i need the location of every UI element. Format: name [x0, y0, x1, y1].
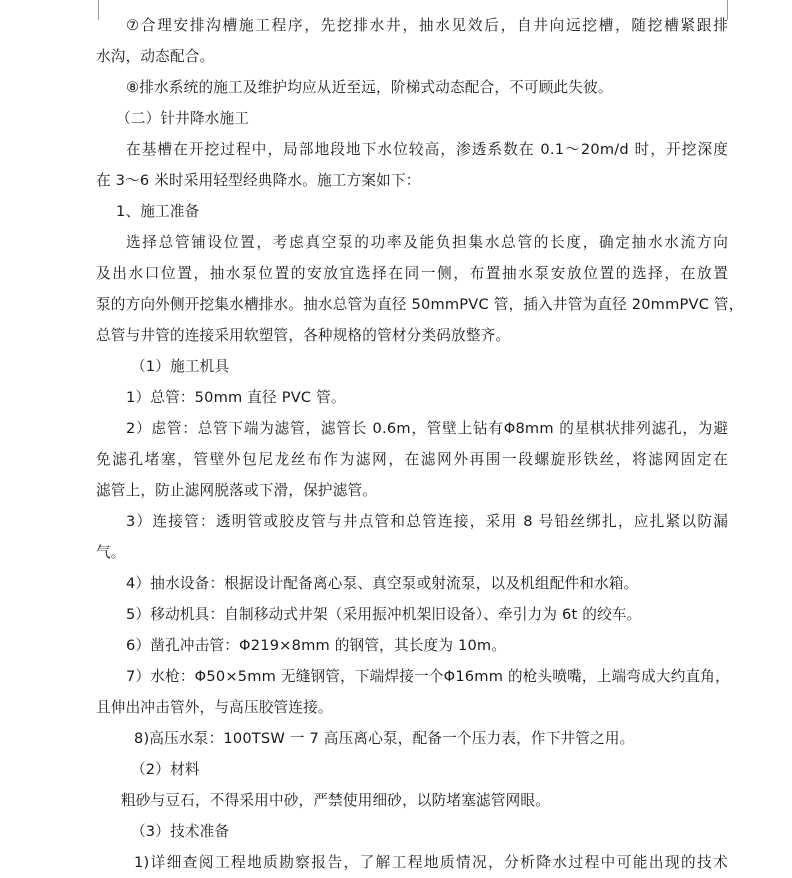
text-line: 5）移动机具：自制移动式井架（采用振冲机架旧设备）、牵引力为 6t 的绞车。: [126, 606, 642, 623]
text-line: 在 3～6 米时采用轻型经典降水。施工方案如下：: [96, 172, 421, 189]
text-line: （1）施工机具: [131, 358, 230, 375]
text-line: 1)详细查阅工程地质勘察报告，了解工程地质情况，分析降水过程中可能出现的技术: [134, 854, 728, 871]
text-line: ⑧排水系统的施工及维护均应从近至远，阶梯式动态配合，不可顾此失彼。: [126, 79, 613, 96]
text-line: 总管与井管的连接采用软塑管，各种规格的管材分类码放整齐。: [96, 327, 511, 344]
text-line: 及出水口位置，抽水泵位置的安放宜选择在同一侧，布置抽水泵安放位置的选择，在放置: [96, 265, 728, 282]
text-line: 1、施工准备: [116, 203, 200, 220]
text-line: 3）连接管：透明管或胶皮管与井点管和总管连接，采用 8 号铅丝绑扎，应扎紧以防漏: [126, 513, 728, 530]
text-line: （二）针井降水施工: [116, 110, 250, 127]
text-line: 且伸出冲击管外，与高压胶管连接。: [96, 699, 333, 716]
text-line: 4）抽水设备：根据设计配备离心泵、真空泵或射流泵，以及机组配件和水箱。: [126, 575, 639, 592]
text-line: 选择总管铺设位置，考虑真空泵的功率及能负担集水总管的长度，确定抽水水流方向: [126, 234, 728, 251]
text-line: 气。: [96, 544, 126, 561]
text-line: ⑦合理安排沟槽施工程序，先挖排水井，抽水见效后，自井向远挖槽，随挖槽紧跟排: [126, 17, 728, 34]
text-line: 8)高压水泵：100TSW 一 7 高压离心泵，配备一个压力表，作下井管之用。: [134, 730, 635, 747]
document-body: [96, 10, 744, 878]
text-line: 免滤孔堵塞，管壁外包尼龙丝布作为滤网，在滤网外再围一段螺旋形铁丝，将滤网固定在: [96, 451, 728, 468]
text-line: 7）水枪：Φ50×5mm 无缝钢管，下端焊接一个Φ16mm 的枪头喷嘴，上端弯成大约直角，: [126, 668, 730, 685]
text-line: 水沟，动态配合。: [96, 48, 215, 65]
text-line: 滤管上，防止滤网脱落或下滑，保护滤管。: [96, 482, 378, 499]
text-line: 粗砂与豆石，不得采用中砂，严禁使用细砂，以防堵塞滤管网眼。: [121, 792, 551, 809]
text-line: 2）虑管：总管下端为滤管，滤管长 0.6m，管壁上钻有Φ8mm 的星棋状排列滤孔，为避: [126, 420, 728, 437]
text-line: （3）技术准备: [131, 823, 230, 840]
text-line: 6）凿孔冲击管：Φ219×8mm 的钢管，其长度为 10m。: [126, 637, 507, 654]
text-line: 泵的方向外侧开挖集水槽排水。抽水总管为直径 50mmPVC 管，插入井管为直径 20mmPVC 管，: [96, 296, 744, 313]
text-line: （2）材料: [131, 761, 200, 778]
text-line: 在基槽在开挖过程中，局部地段地下水位较高，渗透系数在 0.1～20m/d 时，开挖深度: [126, 141, 728, 158]
text-line: 1）总管：50mm 直径 PVC 管。: [126, 389, 346, 406]
